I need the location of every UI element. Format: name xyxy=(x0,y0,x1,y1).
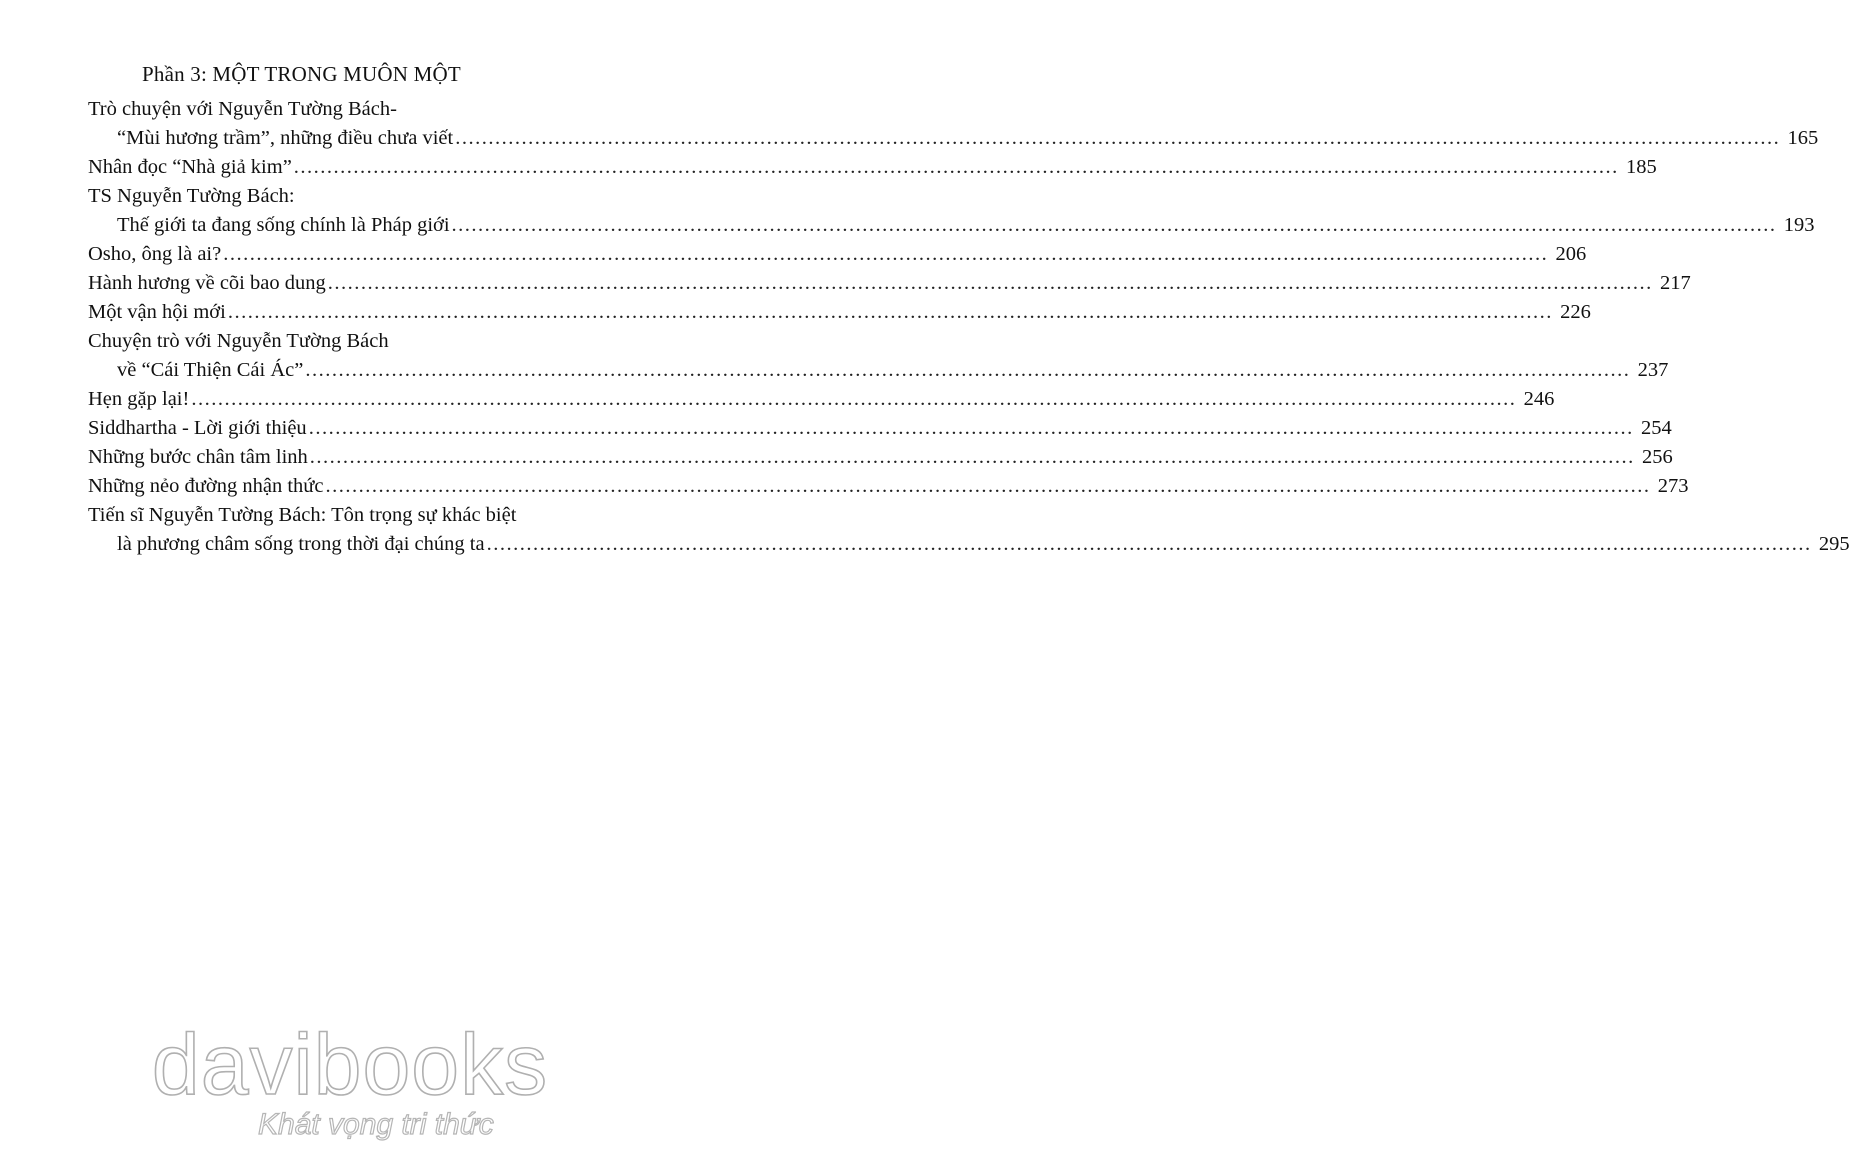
toc-entry-title: Siddhartha - Lời giới thiệu xyxy=(88,417,307,439)
toc-entry-continuation xyxy=(88,124,1819,153)
toc-entry xyxy=(88,95,1819,153)
toc-entry-continuation xyxy=(88,211,1815,240)
dot-leader: ........................................................................................................................................................................................................ xyxy=(223,243,1549,265)
toc-entry xyxy=(88,385,1555,414)
toc-entry-title: “Mùi hương trầm”, những điều chưa viết xyxy=(117,127,454,149)
toc-entry-continuation xyxy=(88,356,1669,385)
toc-page-number: 246 xyxy=(1523,388,1555,410)
toc-entry-line xyxy=(88,327,634,356)
toc-entry-line xyxy=(88,443,1673,472)
toc-entry-title: Trò chuyện với Nguyễn Tường Bách- xyxy=(88,98,397,120)
toc-entry-line xyxy=(88,501,634,530)
toc-entry-line xyxy=(88,414,1672,443)
toc-entry xyxy=(88,269,1691,298)
part-title: Phần 3: MỘT TRONG MUÔN MỘT xyxy=(142,62,461,86)
toc-page-number: 206 xyxy=(1555,243,1587,265)
toc-entry-title: Nhân đọc “Nhà giả kim” xyxy=(88,156,292,178)
toc-entry-line xyxy=(88,385,1555,414)
toc-entry-line xyxy=(88,298,1591,327)
toc-entry-title: Chuyện trò với Nguyễn Tường Bách xyxy=(88,330,389,352)
toc-entry xyxy=(88,501,1850,559)
toc-entry xyxy=(88,327,1669,385)
toc-page-number: 237 xyxy=(1637,359,1669,381)
toc-entry-line xyxy=(88,269,1691,298)
toc-entry xyxy=(88,182,1815,240)
toc-entry-title: Osho, ông là ai? xyxy=(88,243,222,265)
toc-page-number: 217 xyxy=(1659,272,1691,294)
toc-page-number: 165 xyxy=(1787,127,1819,149)
toc-entry-title: Những bước chân tâm linh xyxy=(88,446,308,468)
dot-leader: ........................................................................................................................................................................................................ xyxy=(325,475,1651,497)
toc-entry-line xyxy=(88,182,634,211)
dot-leader: ........................................................................................................................................................................................................ xyxy=(191,388,1517,410)
toc-entry-title: Một vận hội mới xyxy=(88,301,226,323)
dot-leader: ........................................................................................................................................................................................................ xyxy=(309,446,1635,468)
toc-page-number: 256 xyxy=(1642,446,1673,468)
toc-entry xyxy=(88,240,1587,269)
toc-page-number: 295 xyxy=(1818,533,1850,555)
toc-entry-title: Tiến sĩ Nguyễn Tường Bách: Tôn trọng sự khác biệt xyxy=(88,504,517,526)
toc-entry-line xyxy=(88,153,1657,182)
toc-entry-title: về “Cái Thiện Cái Ác” xyxy=(117,359,304,381)
toc-page-number: 193 xyxy=(1783,214,1815,236)
toc-entry-title: Những nẻo đường nhận thức xyxy=(88,475,324,497)
toc-entry xyxy=(88,443,1673,472)
dot-leader: ........................................................................................................................................................................................................ xyxy=(227,301,1553,323)
toc-page-number: 254 xyxy=(1640,417,1672,439)
dot-leader: ........................................................................................................................................................................................................ xyxy=(293,156,1619,178)
toc-entry-line xyxy=(88,240,1587,269)
toc-page-number: 226 xyxy=(1560,301,1591,323)
toc-entry xyxy=(88,153,1657,182)
toc-page-number: 273 xyxy=(1657,475,1689,497)
toc-entry-title: Thế giới ta đang sống chính là Pháp giới xyxy=(117,214,450,236)
toc-entry-title: TS Nguyễn Tường Bách: xyxy=(88,185,295,207)
toc-entry-continuation xyxy=(88,530,1850,559)
watermark-logo: davibooks xyxy=(151,1017,549,1113)
toc-entry-title: là phương châm sống trong thời đại chúng ta xyxy=(117,533,485,555)
toc-entry xyxy=(88,298,1591,327)
toc-entry-line xyxy=(88,472,1689,501)
toc-entry-line xyxy=(88,95,634,124)
toc-entry-title: Hành hương về cõi bao dung xyxy=(88,272,326,294)
toc-entry xyxy=(88,472,1689,501)
toc-entry-title: Hẹn gặp lại! xyxy=(88,388,190,410)
dot-leader: ........................................................................................................................................................................................................ xyxy=(327,272,1653,294)
dot-leader: ........................................................................................................................................................................................................ xyxy=(305,359,1631,381)
dot-leader: ........................................................................................................................................................................................................ xyxy=(308,417,1634,439)
dot-leader: ........................................................................................................................................................................................................ xyxy=(451,214,1777,236)
dot-leader: ........................................................................................................................................................................................................ xyxy=(455,127,1781,149)
watermark-tagline: Khát vọng tri thức xyxy=(258,1108,494,1141)
toc-entry xyxy=(88,414,1672,443)
dot-leader: ........................................................................................................................................................................................................ xyxy=(486,533,1812,555)
table-of-contents xyxy=(88,95,1850,559)
toc-page-number: 185 xyxy=(1626,156,1657,178)
